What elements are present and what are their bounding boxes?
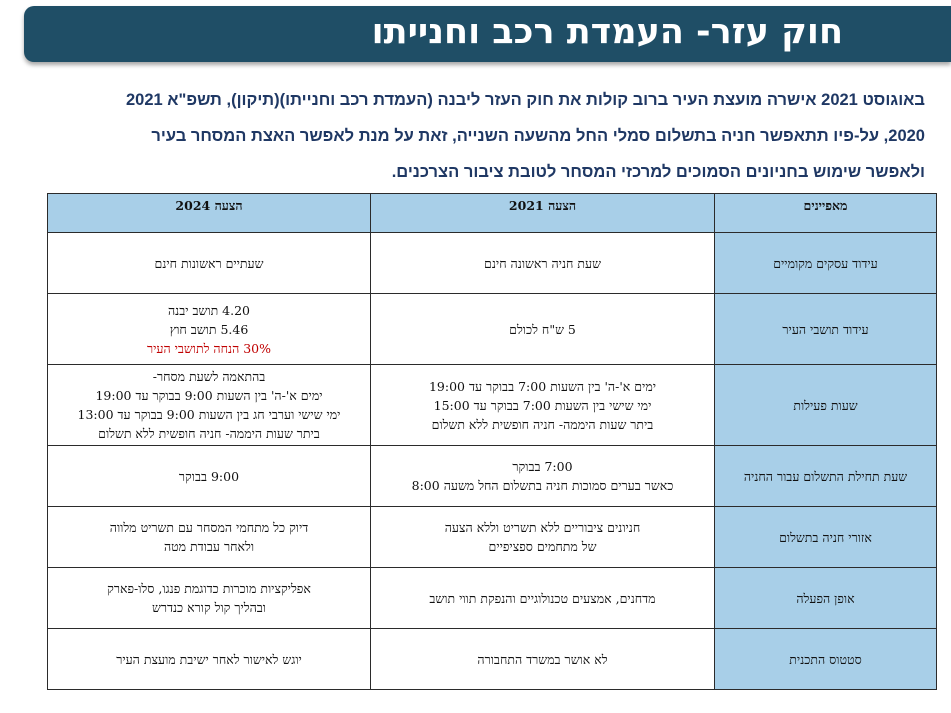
cell-line: ובהליך קול קורא כנדרש xyxy=(151,600,267,615)
cell-line: ימים א'-ה' בין השעות 7:00 בבוקר עד 19:00 xyxy=(428,378,657,394)
cell-line: חניונים ציבוריים ללא תשריט וללא הצעה xyxy=(444,520,641,535)
intro-line-1: באוגוסט 2021 אישרה מועצת העיר ברוב קולות את חוק העזר ליבנה (העמדת רכב וחנייתו)(תיקון), תשפ"א 2021 xyxy=(125,91,925,109)
cell-line: ולאחר עבודת מטה xyxy=(163,539,255,554)
proposal-2024-cell xyxy=(48,507,371,568)
proposal-2021-cell xyxy=(371,233,715,294)
table-row xyxy=(48,507,937,568)
cell-line: של מתחמים ספציפיים xyxy=(488,539,597,554)
table-row xyxy=(48,629,937,690)
cell-line: כאשר בערים סמוכות חניה בתשלום החל משעה 8:00 xyxy=(411,478,674,493)
cell-line: אפליקציות מוכרות כדוגמת פנגו, סלו-פארק xyxy=(107,581,311,596)
proposal-2021-cell xyxy=(371,294,715,365)
feature-cell: שעות פעילות xyxy=(715,365,937,446)
feature-cell: עידוד עסקים מקומיים xyxy=(715,233,937,294)
proposal-2021-cell xyxy=(371,629,715,690)
proposal-2024-cell xyxy=(48,629,371,690)
cell-line: מדחנים, אמצעים טכנולוגיים והנפקת תווי תושב xyxy=(429,590,656,606)
discount-highlight: 30% הנחה לתושבי העיר xyxy=(146,340,272,356)
cell-line: 5.46 תושב חוץ xyxy=(169,321,249,337)
cell-line: שעת חניה ראשונה חינם xyxy=(484,255,601,271)
cell-line: 5 ש"ח לכולם xyxy=(509,321,576,337)
cell-line: יוגש לאישור לאחר ישיבת מועצת העיר xyxy=(116,651,302,667)
proposal-2024-cell xyxy=(48,568,371,629)
cell-line: בהתאמה לשעת מסחר- xyxy=(152,369,266,384)
cell-line: דיוק כל מתחמי המסחר עם תשריט מלווה xyxy=(109,520,309,535)
proposal-2024-cell xyxy=(48,446,371,507)
feature-cell: אזורי חניה בתשלום xyxy=(715,507,937,568)
table-row xyxy=(48,294,937,365)
comparison-table xyxy=(47,193,937,690)
intro-line-2: 2020, על-פיו תתאפשר חניה בתשלום סמלי החל מהשעה השנייה, זאת על מנת לאפשר האצת המסחר בעיר xyxy=(151,127,925,145)
cell-line: 7:00 בבוקר xyxy=(512,459,573,474)
page-title: חוק עזר- העמדת רכב וחנייתו xyxy=(371,12,843,52)
proposal-2021-cell xyxy=(371,365,715,446)
feature-cell: אופן הפעלה xyxy=(715,568,937,629)
table-row xyxy=(48,233,937,294)
proposal-2024-cell xyxy=(48,233,371,294)
header-features: מאפיינים xyxy=(715,194,937,233)
proposal-2021-cell xyxy=(371,568,715,629)
cell-line: ימי שישי וערבי חג בין השעות 9:00 בבוקר עד 13:00 xyxy=(77,407,341,422)
proposal-2021-cell xyxy=(371,446,715,507)
cell-line: שעתיים ראשונות חינם xyxy=(154,255,264,271)
proposal-2024-cell xyxy=(48,294,371,365)
intro-paragraph xyxy=(15,82,925,190)
feature-cell: עידוד תושבי העיר xyxy=(715,294,937,365)
feature-cell: שעת תחילת התשלום עבור החניה xyxy=(715,446,937,507)
cell-line: ביתר שעות היממה- חניה חופשית ללא תשלום xyxy=(431,416,654,432)
cell-line: לא אושר במשרד התחבורה xyxy=(477,651,608,667)
title-banner xyxy=(24,6,951,62)
cell-line: 4.20 תושב יבנה xyxy=(167,302,251,318)
intro-line-3: ולאפשר שימוש בחניונים הסמוכים למרכזי המסחר לטובת ציבור הצרכנים. xyxy=(391,163,925,181)
cell-line: 9:00 בבוקר xyxy=(178,468,240,484)
table-row xyxy=(48,446,937,507)
proposal-2021-cell xyxy=(371,507,715,568)
proposal-2024-cell xyxy=(48,365,371,446)
table-row xyxy=(48,568,937,629)
header-2024: הצעה 2024 xyxy=(48,194,371,233)
cell-line: ביתר שעות היממה- חניה חופשית ללא תשלום xyxy=(98,426,320,441)
table-header-row xyxy=(48,194,937,233)
cell-line: ימים א'-ה' בין השעות 9:00 בבוקר עד 19:00 xyxy=(95,388,323,403)
header-2021: הצעה 2021 xyxy=(371,194,715,233)
feature-cell: סטטוס התכנית xyxy=(715,629,937,690)
cell-line: ימי שישי בין השעות 7:00 בבוקר עד 15:00 xyxy=(433,397,652,413)
table-row xyxy=(48,365,937,446)
